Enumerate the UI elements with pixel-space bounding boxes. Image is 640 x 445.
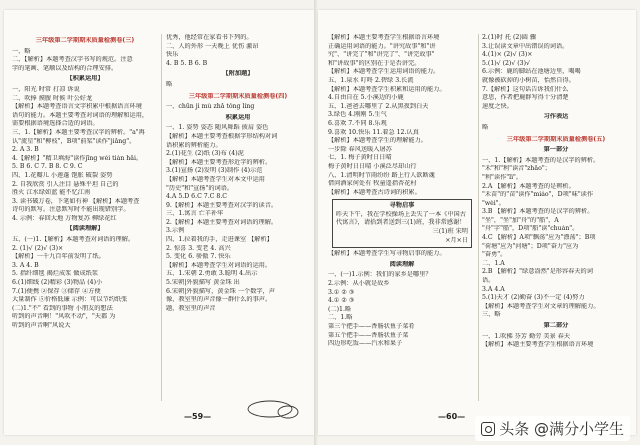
answer-line: 3. 读书破万卷，下笔如有神 【解析】本题考查 — [12, 197, 140, 205]
answer-line: 认"流星"和"柳枝"，B项"前桨"读作"jiǎng"。 — [12, 137, 136, 145]
answer-line: 6.喜欢 7.不同 8.乐观 — [328, 119, 387, 127]
answer-line: 四、1.拉着我的手，走进课室 【解析】 — [166, 236, 273, 244]
answer-line: 4. B 5. B 6. B — [166, 59, 208, 67]
answer-line: 略 — [482, 123, 489, 131]
left-page — [4, 10, 314, 435]
answer-line: 【解析】本题主要考查学生根据语言环境 — [482, 341, 594, 349]
answer-line: 【解析】本题考查学生对文章的理解能力。 — [482, 302, 600, 310]
notice-date: ×月×日 — [445, 236, 468, 244]
answer-line: 第三个把手——香肠状鱼子菜肴 — [328, 323, 415, 330]
answer-line: 二、吹捧 摸腹 时候 叶公好龙 — [12, 94, 93, 102]
answer-line: 9.喜欢 10.快乐 11.着急 12.认真 — [328, 128, 419, 136]
answer-line: 胜火 江水绿如蓝 能不忆江南 — [12, 189, 91, 197]
answer-line: 3.B 【解析】本题考查的是汉字的辨析。 — [482, 208, 594, 216]
answer-line: 三、1.【解析】本题主要考查汉字的辨析。"a"再 — [12, 128, 145, 136]
answer-line: "禾"和"利"读音"zhǎo"； — [482, 165, 551, 173]
answer-line: 2. 自我欣赏 引人注目 悬殊平坦 自己的 — [12, 180, 119, 188]
answer-line: 第五个把手——香肠状鱼子菜 — [328, 331, 409, 339]
answer-line: 【解析】本题考查学生的理解能力。 — [328, 137, 427, 145]
answer-line: 2.A 【解析】本题考查的是辨析。 — [482, 182, 575, 190]
section-heading: 【积累运用】 — [66, 75, 104, 83]
answer-line: 一、阳光 时常 打凉 诉说 — [12, 85, 80, 93]
answer-line: 4.C 【解析】A项"飘荡"应为"漂荡"；B项 — [482, 234, 596, 242]
answer-line: 3.① ② ③ — [328, 288, 355, 296]
answer-line: 语。 — [482, 277, 495, 285]
answer-line: (二)1."不" 看到的事物 小朋友的想法 — [12, 304, 113, 312]
answer-line: 5.(1)√ (2)√ (3)√ — [482, 59, 530, 67]
notice-title: 寻物启事 — [389, 202, 415, 210]
answer-line: 4. 示例：春回大地 万物复苏 柳绿花红 — [12, 214, 117, 222]
column-divider — [478, 34, 479, 401]
answer-line: 二、1.略 — [328, 314, 353, 322]
section-heading: 习作表达 — [543, 113, 569, 121]
answer-line: 诗句的默写。注意默写时不能出现错别字。 — [12, 206, 130, 214]
exam-title: 三年级第二学期期末质量检测卷(四) — [188, 92, 288, 100]
answer-line: 【解析】本题主要考查形近字的辨析。 — [166, 158, 272, 166]
answer-line: 一步除 春风送暖入屠苏 — [328, 145, 392, 153]
answer-line: 4.(1)× (2)√ (3)× — [482, 51, 533, 59]
answer-line: 一、1.【解析】本题考查的是汉字的辨析。 — [482, 156, 600, 164]
answer-line: 【解析】本题考查学生对本文中运用 — [166, 175, 265, 183]
answer-line: 【解析】一千九百年前发明了纸。 — [12, 253, 105, 261]
answer-line: 6.(1)细线 (2)精彩 (3)物品 (4)小 — [12, 279, 103, 287]
answer-line: 语积累的辨析能力。 — [166, 141, 222, 149]
answer-line: 3. A 4. B — [12, 261, 39, 269]
answer-line: 7.(1)便携 ②保存 ③储存 ④方便 — [12, 287, 101, 295]
notice-signature: 三(1)班 宋明 — [432, 228, 468, 236]
answer-line: 借问酒家何处有 牧童遥指杏花村 — [328, 180, 417, 188]
answer-line: 5.宋朝|外貌描写 黄金珠 出 — [166, 279, 240, 287]
answer-line: 5. 变化 6. 骄傲 7. 快乐 — [166, 253, 231, 261]
answer-line: 【解析】本题考查学生对词语的运用。 — [166, 261, 272, 269]
right-column-2 — [482, 34, 630, 405]
answer-line: 语句的能力。本题主要考查对词语的理解和运用， — [12, 111, 149, 119]
exam-title: 三年级第二学期期末质量检测卷(五) — [506, 135, 606, 143]
answer-line: 【解析】本题主要考查根据字形结构对词 — [166, 132, 278, 140]
answer-line: 五、(一)1.【解析】本题考查对词语的理解。 — [12, 236, 135, 244]
answer-line: 需要根据语境选择合适的词语。 — [12, 120, 99, 128]
answer-line: 3.让误读文章中出错误的词语。 — [482, 42, 569, 50]
answer-line: 二、1.A — [482, 259, 505, 267]
answer-line: 2. (1)√ (2)√ (3)× — [12, 244, 64, 252]
left-column-1 — [12, 34, 158, 405]
answer-line: "禾苗"的"苗"读作"miáo"，D项"味"读作 — [482, 191, 594, 199]
page-number: —60— — [438, 412, 466, 421]
answer-line: 梅子黄时日日晴 小溪泛尽却山行 — [328, 162, 417, 170]
answer-line: 3.绿色 4.刚刚 5.生气 — [328, 111, 387, 119]
answer-line: 五、1.爸爸去哪里了 2.从黑夜到白天 — [328, 102, 429, 110]
answer-line: "荷塘"应为"河塘"；D项"奋力"应为 — [482, 242, 579, 250]
answer-line: 一、chūn jì mù zhǎ tǒng líng — [166, 103, 255, 111]
answer-line: 究"、"讲完了"和"讲完了"、"讲完故事" — [328, 51, 435, 59]
answer-line: 【解析】本题考查学生运用词语的能力。 — [328, 68, 440, 76]
answer-line: 2.示例：从小就是故乡 — [328, 280, 390, 288]
answer-line: 五、1.泉水 叮咚 2.碧绿 3.长流 — [328, 76, 414, 84]
answer-line: 4.【解析】"精卫填海"读作jīng wèi tián hǎi。 — [12, 154, 143, 162]
watermark-text: 头条 @满分小学生 — [499, 420, 624, 438]
answer-line: 字的笔画、笔顺以及结构的合理安排。 — [12, 64, 118, 72]
answer-line: 5. 指纤细毯 揭烂成浆 做成纸浆 — [12, 270, 99, 278]
answer-line: 【解析】本题考查语言文字积累中根据语言环境 — [12, 103, 142, 111]
answer-line: 题，教室里的声音 — [166, 304, 216, 312]
section-heading: 【附加题】 — [222, 70, 254, 78]
answer-line: 5.(1)天才 (2)勤奋 (3)不一定 (4)努力 — [482, 294, 585, 302]
answer-line: 2. 惊喜 3. 变老 4. 高兴 — [166, 244, 231, 252]
answer-line: "坐"，"坐"加"舟"的"船"，A — [482, 216, 559, 224]
answer-line: 正确运用词语的能力。"讲究故事"和"讲 — [328, 42, 436, 50]
answer-line: 4.自由自在 5.小溪边的小鹿 — [328, 94, 404, 102]
answer-line: "奋勇"。 — [482, 251, 507, 259]
answer-line: 5. B 6. C 7. B 8. C 9. C — [12, 163, 83, 171]
answer-line: 略 — [166, 80, 173, 88]
answer-line: 3.(1)宣扬 (2)发明 (3)制作 (4)示范 — [166, 167, 263, 175]
right-page — [318, 10, 636, 435]
answer-line: (二)1.略 — [328, 305, 352, 313]
answer-line: 快乐 — [166, 51, 179, 59]
answer-line: 四边形吃饭——汽水和果子 — [328, 340, 403, 348]
answer-line: 二、人的外形 一天晚上 优伤 激昂 — [166, 42, 259, 50]
answer-line: 2.(1)花生 (2)纸 (3)布 (4)泥 — [166, 150, 244, 158]
handwritten-circle-mark — [244, 398, 304, 420]
answer-line: 优秀，他经常在家看书下列的。 — [166, 34, 253, 41]
answer-line: 3.示例 — [166, 227, 185, 235]
answer-line: 一、略 — [12, 47, 31, 55]
answer-line: 2.【解析】本题主要考查对词语的理解。 — [166, 218, 278, 226]
notice-box — [332, 199, 472, 248]
answer-line: 听到的声音啊"风说大 — [12, 322, 71, 329]
answer-line: 6.示例：鹿的脚站在池塘边里，喝喝 — [482, 68, 581, 76]
answer-line: "舟"字"船"，D项"船"读"chuán"。 — [482, 225, 579, 233]
column-divider — [161, 34, 162, 401]
answer-line: 4.A 5.D 6.C 7.C 8.C — [166, 193, 228, 201]
answer-line: 像，教室里的声音像一群什么的事声。 — [166, 296, 272, 304]
answer-line: 听到的声音啊！"风吹不动"，"天都 为 — [12, 313, 116, 321]
answer-line: 7.【解析】这句话告诉我们什么 — [482, 85, 569, 93]
page-number: —59— — [184, 412, 212, 421]
exam-title: 三年级第二学期期末质量检测卷(三) — [35, 37, 135, 44]
answer-line: 2.(1)时 托 (2)圆 骤 — [482, 34, 537, 41]
notice-body: 昨天下午，我在学校操场上丢失了一本《中国古代寓言》，请拾到者送到三(1)班，我非常感谢！ — [336, 210, 466, 227]
left-column-2 — [166, 34, 310, 405]
answer-line: 【解析】本题主要考查学生根据语言环境 — [328, 34, 440, 41]
answer-line: 和"讲故事"的区别在于是否讲完。 — [328, 59, 421, 67]
watermark — [475, 416, 630, 441]
section-heading: 【阅读理解】 — [66, 225, 104, 233]
answer-line: 【解析】本题考查学生写寻物启事的能力。 — [328, 250, 446, 258]
answer-line: "历史"和"宣扬"的词语。 — [166, 184, 234, 192]
answer-line: 意思，作者把鹿群写得十分清楚 — [482, 94, 569, 102]
answer-line: 2. A 3. B — [12, 146, 39, 154]
answer-line: 【解析】本题考查古诗词的积累。 — [328, 188, 421, 196]
answer-line: 三、略 — [482, 311, 501, 319]
answer-line: "wèi"。 — [482, 199, 505, 207]
answer-line: 就像被砍掉的小树苗，怡然自得。 — [482, 76, 575, 84]
section-heading: 第一部分 — [543, 146, 569, 154]
answer-line: 四、1.花瓣儿 小莲蓬 饱胀 破裂 姿势 — [12, 171, 113, 179]
answer-line: 二、【解析】本题考查汉字书写的规范。注意 — [12, 56, 133, 64]
right-column-1 — [328, 34, 476, 405]
answer-line: 6.宋朝|外貌描写，黄金珠 一个数字，声 — [166, 287, 275, 295]
answer-line: 3.A 4.A — [482, 285, 505, 293]
answer-line: 一、1. 姿势 姿态 随风舞蹈 披肩 姿色 — [166, 124, 269, 132]
section-heading: 第二部分 — [543, 322, 569, 329]
answer-line: 七、1. 梅子黄时日日晴 — [328, 154, 392, 162]
answer-line: 一、(一)1.示例：我们的家乡是哪里？ — [328, 271, 432, 279]
answer-line: 三、1.寓言 亡羊补牢 — [166, 210, 224, 218]
camera-icon — [481, 422, 495, 436]
answer-line: 9.【解析】本题主要考查对汉字的读音。 — [166, 201, 278, 209]
section-heading: 积累运用 — [225, 113, 251, 121]
section-heading: 阅读理解 — [389, 260, 415, 268]
answer-line: 【解析】本题考查学生积累和运用的能力。 — [328, 85, 446, 93]
answer-line: 八、1.清明时节雨纷纷 路上行人欲断魂 — [328, 171, 435, 179]
answer-line: 大量制作 ⑤价格低廉 示例：可以节约纸张 — [12, 296, 128, 304]
answer-line: "利"读作"lì"。 — [482, 173, 523, 181]
answer-line: 2.B 【解析】"绿意盎然"是形容春天的词 — [482, 268, 593, 276]
answer-line: 五、1.宋朝 2.勇敢 3.聪明 4.出示 — [166, 270, 258, 278]
answer-line: 4.① ② ③ — [328, 297, 355, 305]
answer-line: 一、1.吹拂 芬芳 勤劳 美景 春天 — [482, 332, 571, 340]
answer-line: 速度之快。 — [482, 102, 513, 110]
